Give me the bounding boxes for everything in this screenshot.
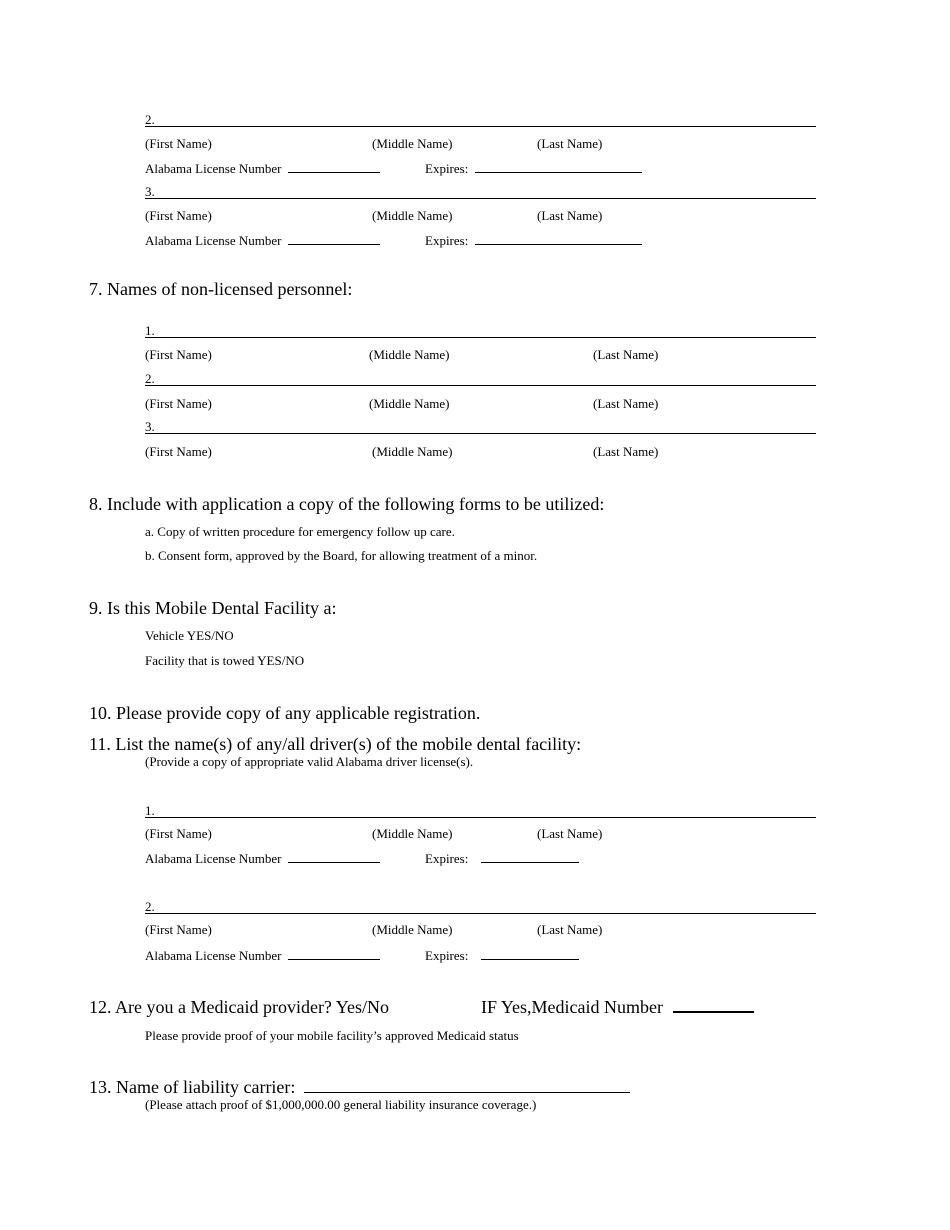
name-entry-line[interactable] — [145, 198, 816, 199]
last-name-label: (Last Name) — [537, 826, 603, 841]
question-13-row — [89, 1076, 630, 1098]
license-number-field[interactable] — [288, 160, 380, 173]
first-name-label: (First Name) — [145, 208, 212, 223]
license-number-field[interactable] — [288, 850, 380, 863]
expires-label: Expires: — [425, 851, 469, 866]
name-entry-line[interactable] — [145, 385, 816, 386]
license-number-row — [145, 232, 380, 249]
first-name-label: (First Name) — [145, 826, 212, 841]
middle-name-label: (Middle Name) — [372, 826, 453, 841]
expires-row — [425, 160, 642, 177]
entry-number: 2. — [145, 112, 155, 127]
middle-name-label: (Middle Name) — [369, 396, 450, 411]
question-12-title: 12. Are you a Medicaid provider? Yes/No — [89, 997, 389, 1017]
middle-name-label: (Middle Name) — [372, 922, 453, 937]
middle-name-label: (Middle Name) — [372, 444, 453, 459]
question-8-title: 8. Include with application a copy of the following forms to be utilized: — [89, 494, 605, 514]
name-entry-line[interactable] — [145, 433, 816, 434]
first-name-label: (First Name) — [145, 136, 212, 151]
liability-carrier-field[interactable] — [304, 1078, 630, 1093]
expires-field[interactable] — [475, 232, 642, 245]
expires-label: Expires: — [425, 233, 469, 248]
expires-field[interactable] — [481, 947, 579, 960]
name-entry-line[interactable] — [145, 126, 816, 127]
name-entry-line[interactable] — [145, 817, 816, 818]
name-entry-line[interactable] — [145, 337, 816, 338]
towed-option: Facility that is towed YES/NO — [145, 653, 305, 668]
middle-name-label: (Middle Name) — [372, 136, 453, 151]
vehicle-option: Vehicle YES/NO — [145, 628, 234, 643]
medicaid-number-field[interactable] — [673, 997, 754, 1013]
first-name-label: (First Name) — [145, 444, 212, 459]
question-10-title: 10. Please provide copy of any applicable registration. — [89, 703, 481, 723]
entry-number: 3. — [145, 184, 155, 199]
license-number-label: Alabama License Number — [145, 233, 282, 248]
license-number-label: Alabama License Number — [145, 161, 282, 176]
entry-number: 1. — [145, 323, 155, 338]
entry-number: 2. — [145, 899, 155, 914]
entry-number: 3. — [145, 419, 155, 434]
expires-row — [425, 850, 579, 867]
expires-field[interactable] — [481, 850, 579, 863]
medicaid-number-label: IF Yes,Medicaid Number — [481, 997, 663, 1017]
entry-number: 1. — [145, 803, 155, 818]
question-12-note: Please provide proof of your mobile facility’s approved Medicaid status — [145, 1028, 519, 1043]
middle-name-label: (Middle Name) — [369, 347, 450, 362]
first-name-label: (First Name) — [145, 347, 212, 362]
license-number-field[interactable] — [288, 232, 380, 245]
question-11-title: 11. List the name(s) of any/all driver(s) of the mobile dental facility: — [89, 734, 582, 754]
item-b-text: b. Consent form, approved by the Board, for allowing treatment of a minor. — [145, 548, 538, 563]
license-number-label: Alabama License Number — [145, 851, 282, 866]
question-7-title: 7. Names of non-licensed personnel: — [89, 279, 353, 299]
last-name-label: (Last Name) — [593, 347, 659, 362]
license-number-field[interactable] — [288, 947, 380, 960]
last-name-label: (Last Name) — [537, 208, 603, 223]
medicaid-number-row — [481, 996, 754, 1018]
license-number-row — [145, 160, 380, 177]
entry-number: 2. — [145, 371, 155, 386]
expires-row — [425, 947, 579, 964]
expires-label: Expires: — [425, 161, 469, 176]
last-name-label: (Last Name) — [593, 444, 659, 459]
question-13-note: (Please attach proof of $1,000,000.00 general liability insurance coverage.) — [145, 1097, 537, 1112]
question-9-title: 9. Is this Mobile Dental Facility a: — [89, 598, 337, 618]
license-number-row — [145, 850, 380, 867]
expires-row — [425, 232, 642, 249]
last-name-label: (Last Name) — [537, 136, 603, 151]
item-a-text: a. Copy of written procedure for emergency follow up care. — [145, 524, 455, 539]
middle-name-label: (Middle Name) — [372, 208, 453, 223]
expires-field[interactable] — [475, 160, 642, 173]
last-name-label: (Last Name) — [537, 922, 603, 937]
first-name-label: (First Name) — [145, 396, 212, 411]
first-name-label: (First Name) — [145, 922, 212, 937]
question-11-note: (Provide a copy of appropriate valid Alabama driver license(s). — [145, 754, 474, 769]
name-entry-line[interactable] — [145, 913, 816, 914]
question-13-title: 13. Name of liability carrier: — [89, 1077, 296, 1097]
last-name-label: (Last Name) — [593, 396, 659, 411]
expires-label: Expires: — [425, 948, 469, 963]
license-number-row — [145, 947, 380, 964]
license-number-label: Alabama License Number — [145, 948, 282, 963]
